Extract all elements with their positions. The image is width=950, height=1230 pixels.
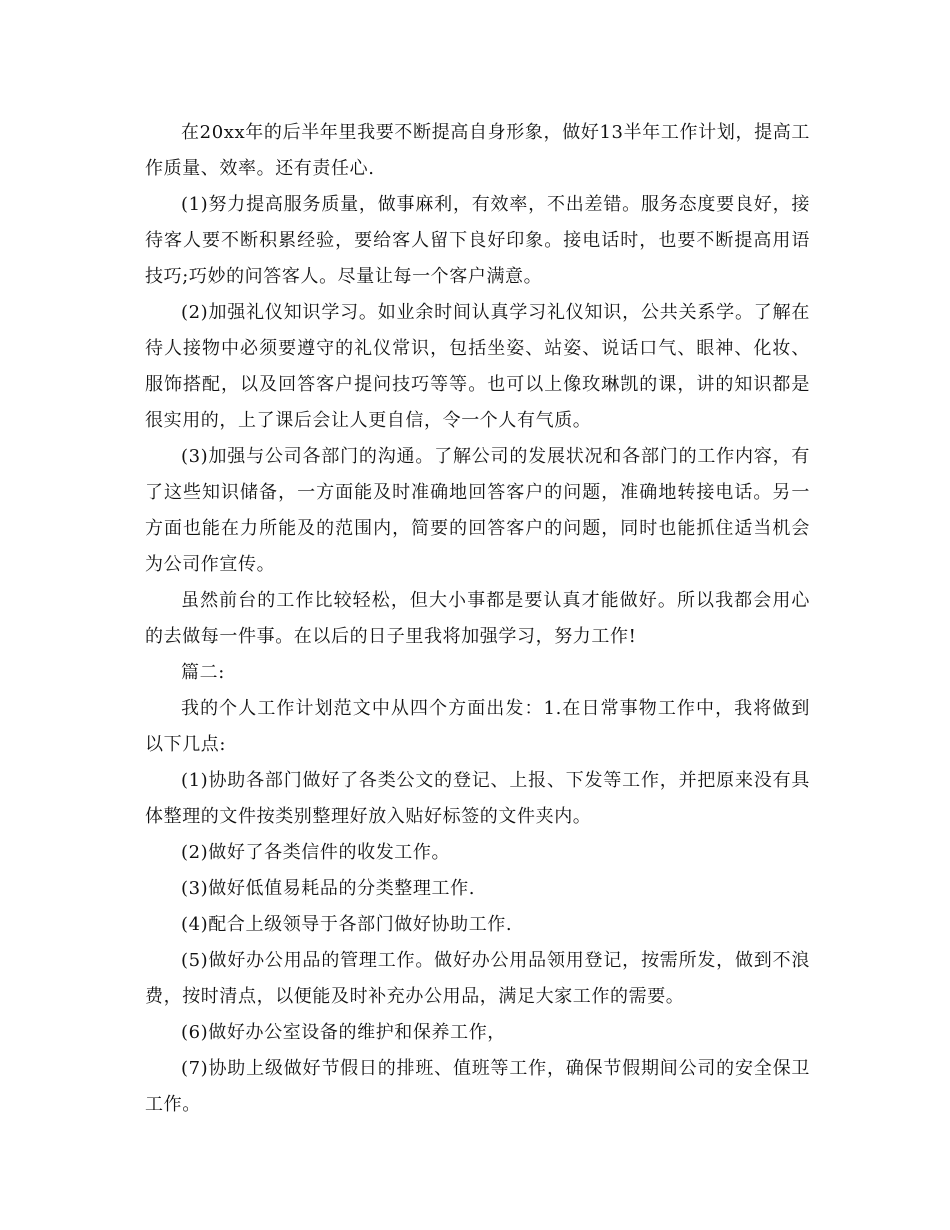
paragraph: (3)做好低值易耗品的分类整理工作. bbox=[181, 878, 476, 899]
section-heading: 篇二: bbox=[181, 662, 225, 683]
paragraph: (6)做好办公室设备的维护和保养工作， bbox=[181, 1022, 506, 1043]
paragraph: (1)努力提高服务质量，做事麻利，有效率，不出差错。服务态度要良好，接待客人要不断积累经验，要给客人留下良好印象。接电话时，也要不断提高用语技巧;巧妙的问答客人。尽量让每一个客户满意。 bbox=[145, 194, 810, 287]
paragraph: (5)做好办公用品的管理工作。做好办公用品领用登记，按需所发，做到不浪费，按时清点，以便能及时补充办公用品，满足大家工作的需要。 bbox=[145, 950, 810, 1007]
document-body bbox=[145, 115, 810, 1123]
paragraph: (1)协助各部门做好了各类公文的登记、上报、下发等工作，并把原来没有具体整理的文件按类别整理好放入贴好标签的文件夹内。 bbox=[145, 770, 810, 827]
paragraph: (4)配合上级领导于各部门做好协助工作. bbox=[181, 914, 513, 935]
paragraph: 虽然前台的工作比较轻松，但大小事都是要认真才能做好。所以我都会用心的去做每一件事。在以后的日子里我将加强学习，努力工作! bbox=[145, 590, 810, 647]
paragraph: 在20xx年的后半年里我要不断提高自身形象，做好13半年工作计划，提高工作质量、效率。还有责任心. bbox=[145, 122, 810, 179]
paragraph: 我的个人工作计划范文中从四个方面出发：1.在日常事物工作中，我将做到以下几点: bbox=[145, 698, 810, 755]
paragraph: (2)加强礼仪知识学习。如业余时间认真学习礼仪知识，公共关系学。了解在待人接物中必须要遵守的礼仪常识，包括坐姿、站姿、说话口气、眼神、化妆、服饰搭配，以及回答客户提问技巧等等。也可以上像玫琳凯的课，讲的知识都是很实用的，上了课后会让人更自信，令一个人有气质。 bbox=[145, 302, 810, 431]
paragraph: (7)协助上级做好节假日的排班、值班等工作，确保节假期间公司的安全保卫工作。 bbox=[145, 1058, 810, 1115]
paragraph: (3)加强与公司各部门的沟通。了解公司的发展状况和各部门的工作内容，有了这些知识储备，一方面能及时准确地回答客户的问题，准确地转接电话。另一方面也能在力所能及的范围内，简要的回答客户的问题，同时也能抓住适当机会为公司作宣传。 bbox=[145, 446, 810, 575]
paragraph: (2)做好了各类信件的收发工作。 bbox=[181, 842, 451, 863]
